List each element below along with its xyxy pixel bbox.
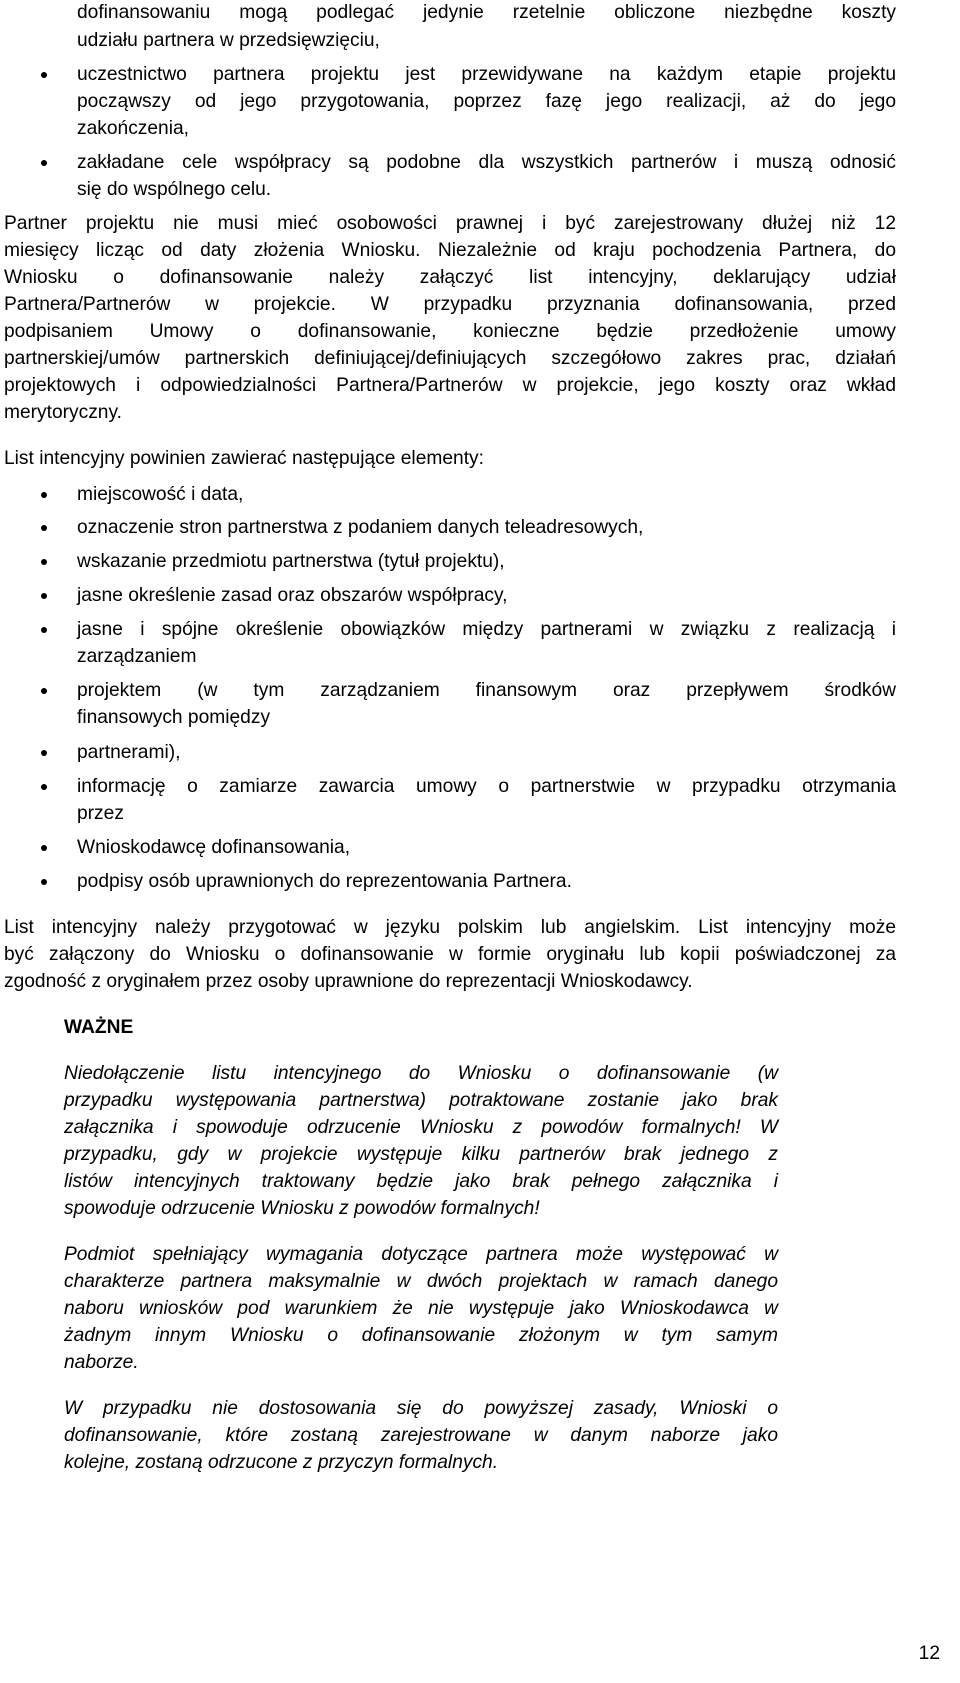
list-item-text: zakończenia,	[77, 118, 189, 139]
paragraph-line: przypadku, gdy w projekcie występuje kilku partnerów brak jednego z	[64, 1144, 778, 1165]
paragraph-line: Partnera/Partnerów w projekcie. W przypadku przyznania dofinansowania, przed	[4, 294, 896, 315]
paragraph-line: listów intencyjnych traktowany będzie jako brak pełnego załącznika i	[64, 1171, 778, 1192]
list-item-text: wskazanie przedmiotu partnerstwa (tytuł projektu),	[77, 551, 505, 572]
list-item-text: informację o zamiarze zawarcia umowy o partnerstwie w przypadku otrzymania	[77, 776, 896, 797]
list-item-text: oznaczenie stron partnerstwa z podaniem danych teleadresowych,	[77, 517, 644, 538]
paragraph-line: charakterze partnera maksymalnie w dwóch projektach w ramach danego	[64, 1271, 778, 1292]
list-item-text: Wnioskodawcę dofinansowania,	[77, 837, 351, 858]
important-heading: WAŻNE	[64, 1017, 134, 1038]
bullet-icon	[41, 492, 47, 498]
paragraph-line: partnerskiej/umów partnerskich definiującej/definiujących szczegółowo zakres prac, działań	[4, 348, 896, 369]
list-item-text: udziału partnera w przedsięwzięciu,	[77, 30, 380, 51]
paragraph-line: kolejne, zostaną odrzucone z przyczyn formalnych.	[64, 1452, 499, 1473]
paragraph-line: merytoryczny.	[4, 402, 122, 423]
paragraph-line: miesięcy licząc od daty złożenia Wniosku. Niezależnie od kraju pochodzenia Partnera, do	[4, 240, 896, 261]
list-intro: List intencyjny powinien zawierać następujące elementy:	[4, 448, 484, 469]
list-item-text: zarządzaniem	[77, 646, 197, 667]
paragraph-line: projektowych i odpowiedzialności Partnera/Partnerów w projekcie, jego koszty oraz wkład	[4, 375, 896, 396]
list-item-text: zakładane cele współpracy są podobne dla wszystkich partnerów i muszą odnosić	[77, 152, 896, 173]
list-item-text: finansowych pomiędzy	[77, 707, 271, 728]
bullet-icon	[41, 688, 47, 694]
list-item-text: jasne i spójne określenie obowiązków między partnerami w związku z realizacją i	[77, 619, 896, 640]
list-item-text: począwszy od jego przygotowania, poprzez fazę jego realizacji, aż do jego	[77, 91, 896, 112]
bullet-icon	[41, 72, 47, 78]
list-item-text: uczestnictwo partnera projektu jest przewidywane na każdym etapie projektu	[77, 64, 896, 85]
bullet-icon	[41, 845, 47, 851]
paragraph-line: załącznika i spowoduje odrzucenie Wniosku z powodów formalnych! W	[64, 1117, 778, 1138]
bullet-icon	[41, 525, 47, 531]
bullet-icon	[41, 593, 47, 599]
bullet-icon	[41, 160, 47, 166]
list-item-text: projektem (w tym zarządzaniem finansowym oraz przepływem środków	[77, 680, 896, 701]
bullet-icon	[41, 750, 47, 756]
paragraph-line: spowoduje odrzucenie Wniosku z powodów formalnych!	[64, 1198, 540, 1219]
paragraph-line: W przypadku nie dostosowania się do powyższej zasady, Wnioski o	[64, 1398, 778, 1419]
list-item-text: partnerami),	[77, 742, 181, 763]
paragraph-line: naborze.	[64, 1352, 139, 1373]
bullet-icon	[41, 559, 47, 565]
list-item-text: miejscowość i data,	[77, 484, 244, 505]
paragraph-line: być załączony do Wniosku o dofinansowanie w formie oryginału lub kopii poświadczonej za	[4, 944, 896, 965]
paragraph-line: przypadku występowania partnerstwa) potraktowane zostanie jako brak	[64, 1090, 778, 1111]
paragraph-line: podpisaniem Umowy o dofinansowanie, konieczne będzie przedłożenie umowy	[4, 321, 896, 342]
paragraph-line: dofinansowanie, które zostaną zarejestrowane w danym naborze jako	[64, 1425, 778, 1446]
paragraph-line: List intencyjny należy przygotować w języku polskim lub angielskim. List intencyjny może	[4, 917, 896, 938]
paragraph-line: naboru wniosków pod warunkiem że nie występuje jako Wnioskodawca w	[64, 1298, 778, 1319]
list-item-text: się do wspólnego celu.	[77, 179, 272, 200]
paragraph-line: Wniosku o dofinansowanie należy załączyć list intencyjny, deklarujący udział	[4, 267, 896, 288]
paragraph-line: żadnym innym Wniosku o dofinansowanie złożonym w tym samym	[64, 1325, 778, 1346]
list-item-text: przez	[77, 803, 124, 824]
bullet-icon	[41, 879, 47, 885]
paragraph-line: Partner projektu nie musi mieć osobowości prawnej i być zarejestrowany dłużej niż 12	[4, 213, 896, 234]
paragraph-line: Niedołączenie listu intencyjnego do Wniosku o dofinansowanie (w	[64, 1063, 778, 1084]
list-item-text: dofinansowaniu mogą podlegać jedynie rzetelnie obliczone niezbędne koszty	[77, 2, 896, 23]
list-item-text: jasne określenie zasad oraz obszarów współpracy,	[77, 585, 508, 606]
list-item-text: podpisy osób uprawnionych do reprezentowania Partnera.	[77, 871, 572, 892]
paragraph-line: Podmiot spełniający wymagania dotyczące partnera może występować w	[64, 1244, 778, 1265]
paragraph-line: zgodność z oryginałem przez osoby uprawnione do reprezentacji Wnioskodawcy.	[4, 971, 693, 992]
bullet-icon	[41, 627, 47, 633]
bullet-icon	[41, 784, 47, 790]
page-number: 12	[918, 1643, 940, 1664]
